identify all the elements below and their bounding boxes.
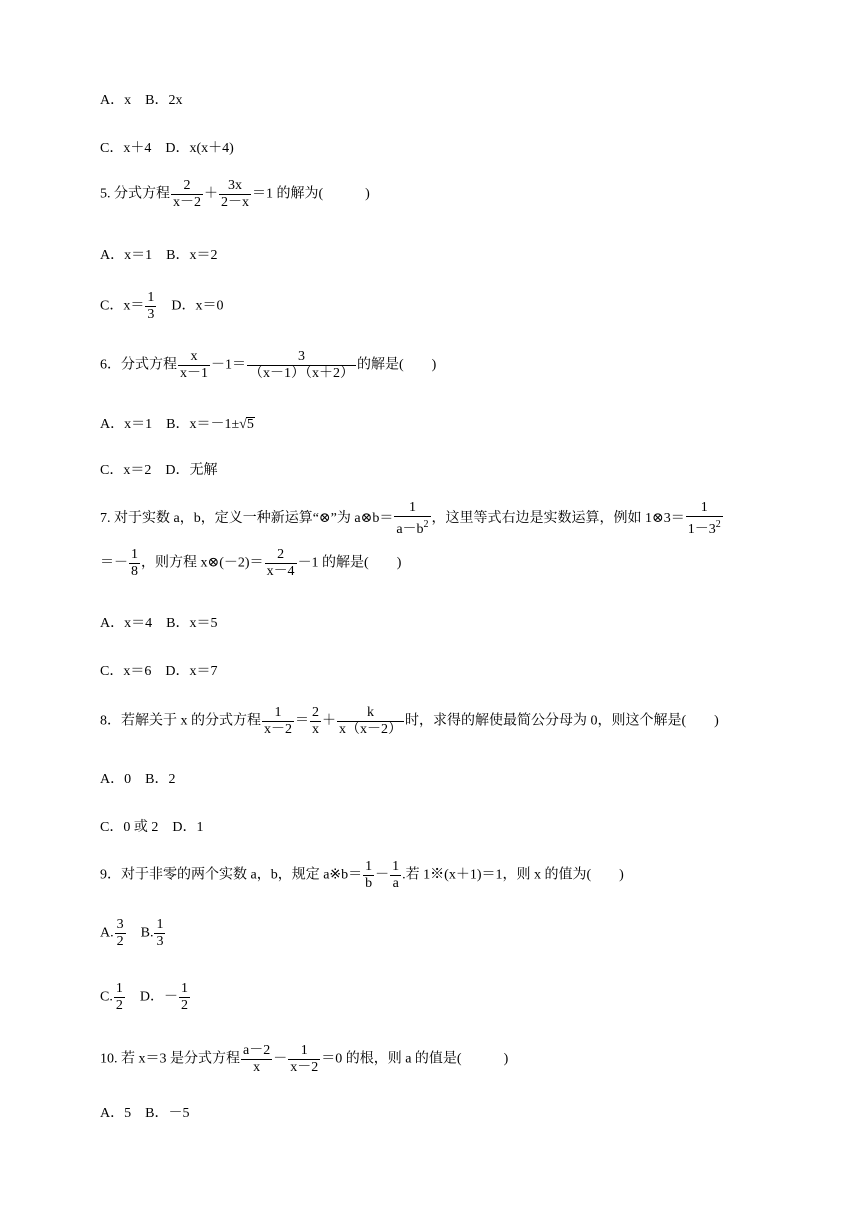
- q5-stem: [100, 178, 370, 211]
- q9-option-c-denominator: 2: [115, 998, 123, 1013]
- q9-option-c-fraction: [114, 981, 125, 1014]
- q10-stem-prefix: 10. 若 x＝3 是分式方程: [100, 1051, 240, 1067]
- q7-fraction-2-base: 1－3: [687, 522, 716, 537]
- q7-fraction-3-numerator: 1: [131, 547, 138, 562]
- q5-fraction-1-denominator: x－2: [173, 195, 201, 210]
- q7-fraction-4-denominator: x－4: [266, 564, 295, 579]
- q9-fraction-2-numerator: 1: [392, 859, 400, 874]
- q5-fraction-2-numerator: 3x: [219, 178, 251, 195]
- q7-stem-line-1: [100, 500, 724, 538]
- q8-fraction-3-numerator: k: [337, 705, 404, 722]
- q6-stem-prefix: 6．分式方程: [100, 357, 177, 373]
- sqrt-icon: √: [239, 417, 247, 432]
- q9-minus: －: [375, 867, 390, 883]
- q9-option-c-numerator: 1: [115, 981, 123, 996]
- q5-plus: ＋: [204, 186, 218, 202]
- q6-stem-suffix: 的解是( ): [357, 357, 437, 373]
- q6-stem: [100, 349, 436, 382]
- q9-fraction-1-denominator: b: [365, 876, 373, 891]
- q6-sqrt-radicand: 5: [246, 417, 254, 432]
- q9-option-a-numerator: 3: [116, 917, 124, 932]
- q7-fraction-3: [129, 547, 140, 580]
- q10-fraction-1-denominator: x: [253, 1060, 261, 1075]
- q9-option-ab: [100, 917, 166, 950]
- q7-stem-prefix: 7. 对于实数 a，b，定义一种新运算“⊗”为 a⊗b＝: [100, 511, 394, 527]
- q7-fraction-2-denominator: [686, 517, 723, 538]
- q9-option-cd: [100, 981, 191, 1014]
- q10-stem: [100, 1043, 508, 1076]
- q7-fraction-4-numerator: 2: [265, 547, 297, 564]
- q7-fraction-1-numerator: 1: [394, 500, 430, 517]
- q9-option-c-prefix: C.: [100, 989, 113, 1005]
- q8-plus: ＋: [322, 713, 336, 729]
- q5-option-ab: A．x＝1 B．x＝2: [100, 248, 218, 263]
- q9-option-a-prefix: A.: [100, 925, 114, 941]
- q9-fraction-2: [390, 859, 401, 892]
- q7-stem-line-2: [100, 547, 401, 580]
- q7-line-2-suffix: －1 的解是( ): [297, 555, 402, 571]
- q5-option-c-fraction: [145, 290, 156, 323]
- q9-option-d-numerator: 1: [180, 981, 188, 996]
- q9-stem-prefix: 9．对于非零的两个实数 a，b，规定 a※b＝: [100, 867, 363, 883]
- q7-fraction-2-numerator: 1: [686, 500, 723, 517]
- q7-fraction-1-exponent: 2: [423, 519, 429, 530]
- q9-option-a-denominator: 2: [116, 934, 124, 949]
- q5-option-cd: [100, 290, 223, 323]
- q7-option-cd: C．x＝6 D．x＝7: [100, 664, 218, 679]
- q9-option-d-denominator: 2: [180, 998, 188, 1013]
- q5-fraction-2: [219, 178, 251, 211]
- q7-fraction-2-exponent: 2: [715, 519, 721, 530]
- q8-option-ab: A．0 B．2: [100, 772, 176, 787]
- q9-option-b-denominator: 3: [156, 934, 164, 949]
- q10-fraction-1-numerator: a－2: [243, 1043, 271, 1058]
- q5-stem-suffix: ＝1 的解为( ): [252, 186, 370, 202]
- q6-fraction-1-denominator: x－1: [180, 366, 208, 381]
- q4-option-cd: C．x＋4 D．x(x＋4): [100, 141, 234, 156]
- q7-line-2-middle: ，则方程 x⊗(－2)＝: [141, 555, 264, 571]
- q6-fraction-1: [178, 349, 210, 382]
- q10-fraction-2: [288, 1043, 320, 1076]
- q9-fraction-1-numerator: 1: [365, 859, 373, 874]
- q9-stem-suffix: .若 1※(x＋1)＝1，则 x 的值为( ): [402, 867, 624, 883]
- q5-option-c-denominator: 3: [147, 307, 155, 322]
- q10-fraction-2-numerator: 1: [288, 1043, 320, 1060]
- q7-option-ab: A．x＝4 B．x＝5: [100, 616, 218, 631]
- q8-fraction-3: [337, 705, 404, 738]
- q7-fraction-2: [686, 500, 723, 538]
- q9-stem: [100, 859, 624, 892]
- q9-option-d-fraction: [179, 981, 190, 1014]
- q9-option-b-prefix: B.: [126, 925, 154, 941]
- q9-fraction-2-denominator: a: [392, 876, 399, 891]
- q7-line-2-prefix: ＝－: [100, 555, 128, 571]
- q10-fraction-1: [241, 1043, 272, 1076]
- q6-minus-one: －1＝: [211, 357, 246, 373]
- q6-option-ab: [100, 417, 255, 432]
- q5-option-c-prefix: C．x＝: [100, 298, 145, 314]
- q8-stem-suffix: 时，求得的解使最简公分母为 0，则这个解是( ): [405, 713, 719, 729]
- q6-option-ab-text: A．x＝1 B．x＝－1±: [100, 417, 240, 432]
- q8-fraction-3-denominator: x（x－2）: [339, 722, 402, 737]
- q8-fraction-2-denominator: x: [312, 722, 319, 737]
- q7-fraction-1: [394, 500, 430, 538]
- q5-option-c-numerator: 1: [147, 290, 155, 305]
- q5-fraction-1-numerator: 2: [171, 178, 203, 195]
- q8-fraction-2-numerator: 2: [312, 705, 319, 720]
- q7-fraction-4: [265, 547, 297, 580]
- q5-fraction-1: [171, 178, 203, 211]
- q8-equals: ＝: [295, 713, 309, 729]
- q8-option-cd: C．0 或 2 D．1: [100, 820, 204, 835]
- q9-option-d-prefix: D．－: [125, 989, 178, 1005]
- q8-fraction-1-denominator: x－2: [264, 722, 292, 737]
- q8-stem: [100, 705, 719, 738]
- q5-option-d: D．x＝0: [157, 298, 224, 314]
- q6-option-cd: C．x＝2 D．无解: [100, 463, 218, 478]
- q9-option-b-fraction: [154, 917, 165, 950]
- q5-fraction-2-denominator: 2－x: [221, 195, 249, 210]
- q4-option-ab: A．x B．2x: [100, 93, 183, 108]
- q8-stem-prefix: 8．若解关于 x 的分式方程: [100, 713, 261, 729]
- q8-fraction-2: [310, 705, 321, 738]
- q6-fraction-2: [247, 349, 356, 382]
- q10-option-ab: A．5 B．－5: [100, 1106, 190, 1121]
- q10-stem-suffix: ＝0 的根，则 a 的值是( ): [321, 1051, 509, 1067]
- q7-fraction-1-denominator: [394, 517, 430, 538]
- q9-option-a-fraction: [115, 917, 126, 950]
- q10-minus: －: [273, 1051, 288, 1067]
- q8-fraction-1-numerator: 1: [262, 705, 294, 722]
- q9-option-b-numerator: 1: [156, 917, 164, 932]
- q7-fraction-3-denominator: 8: [131, 564, 138, 579]
- q9-fraction-1: [363, 859, 374, 892]
- q6-fraction-2-denominator: （x－1）（x＋2）: [249, 366, 354, 381]
- q10-fraction-2-denominator: x－2: [290, 1060, 319, 1075]
- q5-stem-prefix: 5. 分式方程: [100, 186, 170, 202]
- q6-fraction-1-numerator: x: [178, 349, 210, 366]
- q6-fraction-2-numerator: 3: [247, 349, 356, 366]
- q7-stem-middle: ，这里等式右边是实数运算，例如 1⊗3＝: [431, 511, 685, 527]
- q7-fraction-1-base: a－b: [396, 522, 424, 537]
- q8-fraction-1: [262, 705, 294, 738]
